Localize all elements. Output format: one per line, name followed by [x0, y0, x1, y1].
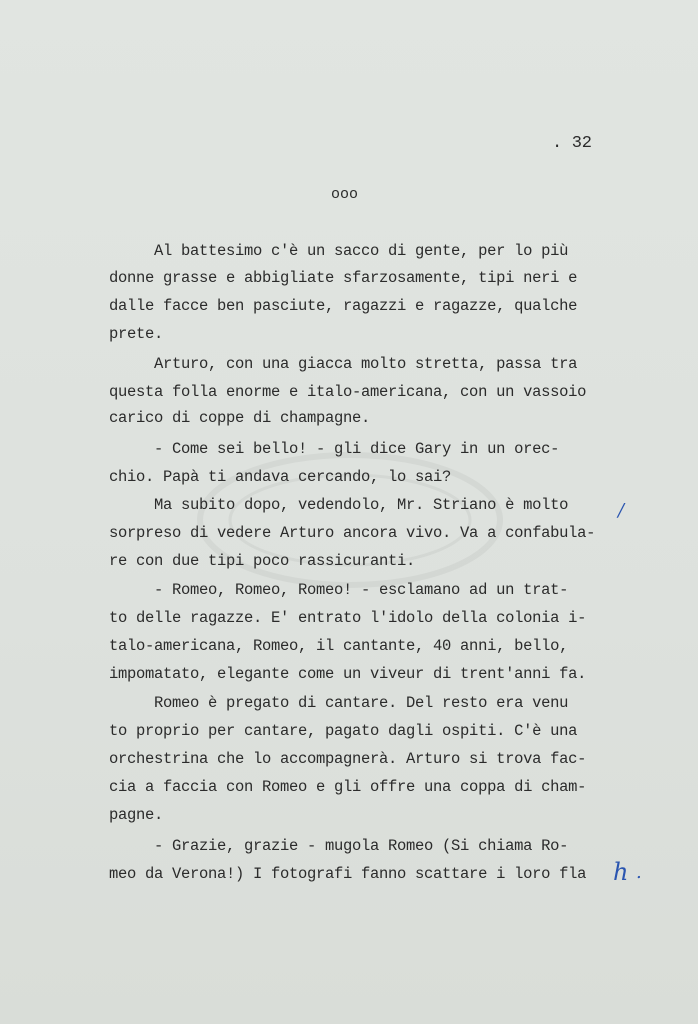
text-line: orchestrina che lo accompagnerà. Arturo si trova fac-	[109, 750, 587, 768]
page-number: . 32	[552, 134, 592, 153]
text-line: pagne.	[109, 806, 164, 824]
text-line: - Come sei bello! - gli dice Gary in un orec-	[109, 440, 560, 458]
typed-text-body	[109, 242, 596, 883]
text-line: Ma subito dopo, vedendolo, Mr. Striano è molto	[109, 496, 569, 514]
text-line: meo da Verona!) I fotografi fanno scattare i loro fla	[109, 865, 587, 883]
handwritten-correction-h: h	[613, 858, 629, 886]
text-line: chio. Papà ti andava cercando, lo sai?	[109, 468, 452, 486]
text-line: talo-americana, Romeo, il cantante, 40 anni, bello,	[109, 637, 569, 655]
text-line: Romeo è pregato di cantare. Del resto era venu	[109, 694, 569, 712]
text-line: - Grazie, grazie - mugola Romeo (Si chiama Ro-	[109, 837, 569, 855]
text-line: to proprio per cantare, pagato dagli ospiti. C'è una	[109, 722, 578, 740]
text-line: sorpreso di vedere Arturo ancora vivo. Va a confabula-	[109, 524, 596, 542]
text-line: cia a faccia con Romeo e gli offre una coppa di cham-	[109, 778, 587, 796]
text-line: impomatato, elegante come un viveur di trent'anni fa.	[109, 665, 587, 683]
text-line: carico di coppe di champagne.	[109, 409, 371, 427]
text-line: prete.	[109, 325, 164, 343]
text-line: - Romeo, Romeo, Romeo! - esclamano ad un trat-	[109, 581, 569, 599]
text-line: to delle ragazze. E' entrato l'idolo della colonia i-	[109, 609, 587, 627]
text-line: Al battesimo c'è un sacco di gente, per lo più	[109, 242, 569, 260]
text-line: donne grasse e abbigliate sfarzosamente, tipi neri e	[109, 269, 578, 287]
text-line: dalle facce ben pasciute, ragazzi e ragazze, qualche	[109, 297, 578, 315]
text-line: re con due tipi poco rassicuranti.	[109, 552, 416, 570]
margin-pen-mark: /	[618, 500, 625, 521]
text-line: questa folla enorme e italo-americana, con un vassoio	[109, 383, 587, 401]
section-separator: ooo	[331, 186, 359, 203]
handwritten-correction-dot: .	[636, 862, 642, 883]
text-line: Arturo, con una giacca molto stretta, passa tra	[109, 355, 578, 373]
